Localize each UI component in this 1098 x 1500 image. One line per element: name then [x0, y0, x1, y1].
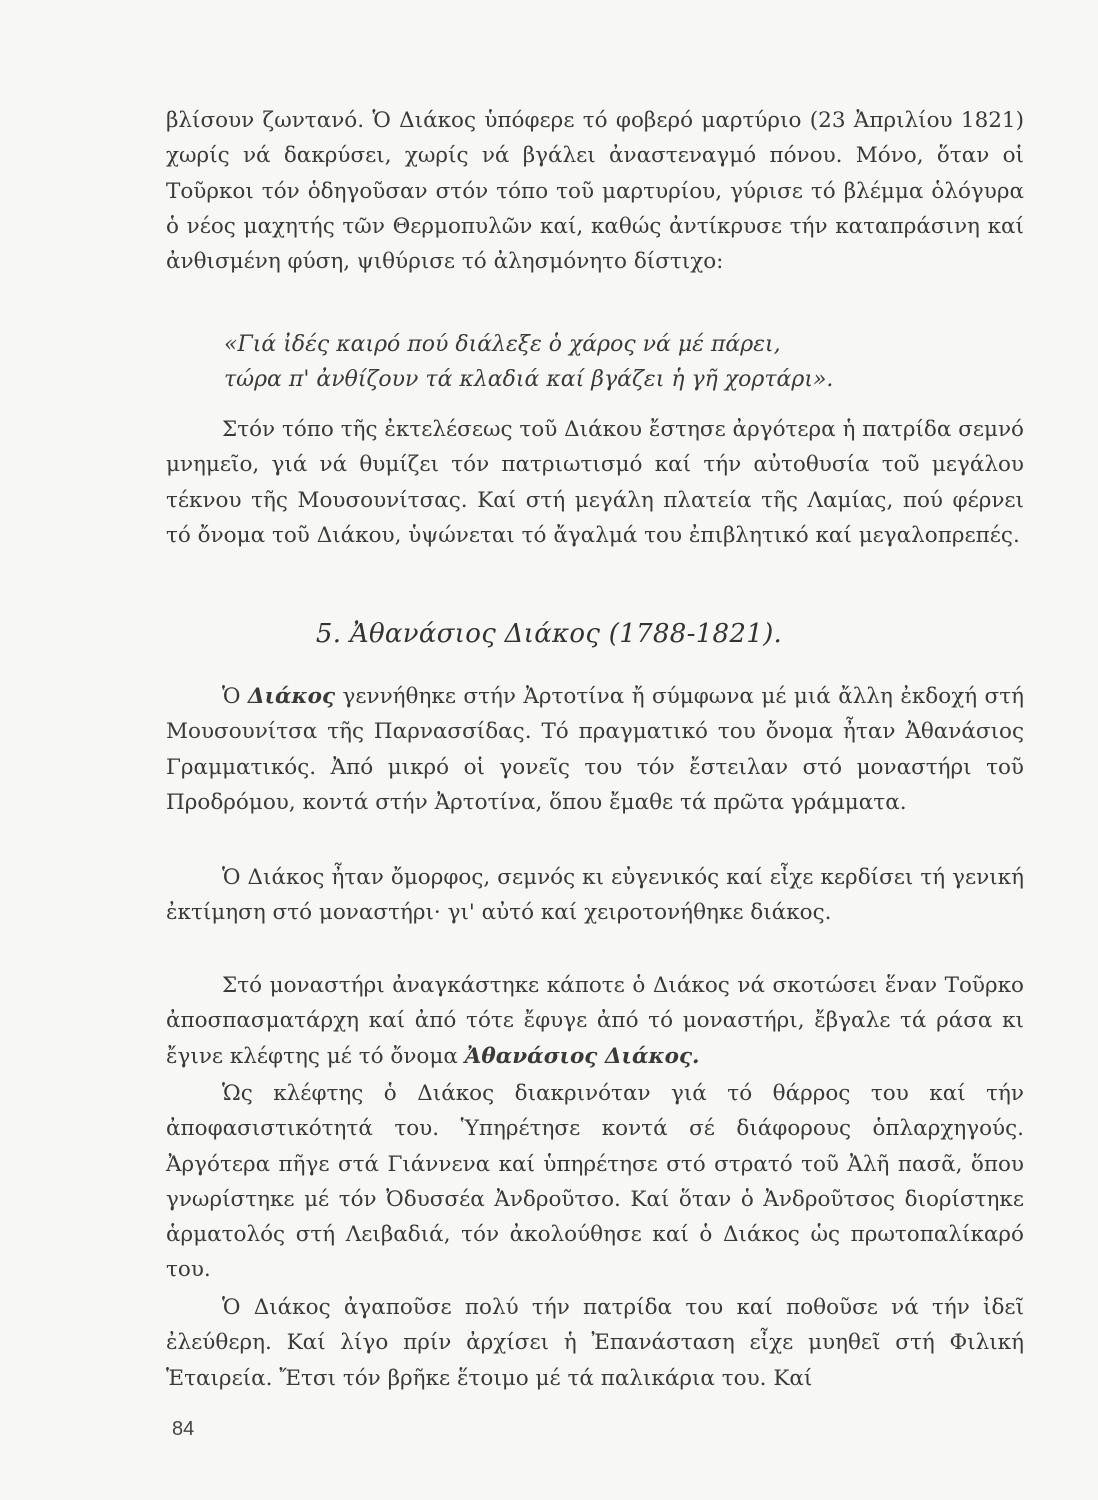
paragraph-prefix: Ὁ [222, 684, 248, 709]
couplet-line-2: τώρα π' ἀνθίζουν τά κλαδιά καί βγάζει ἡ γῆ χορτάρι». [224, 367, 834, 392]
couplet [224, 327, 833, 397]
paragraph-character [166, 860, 1024, 931]
paragraph-text: Στό μοναστήρι ἀναγκάστηκε κάποτε ὁ Διάκος νά σκοτώσει ἕναν Τοῦρκο ἀποσπασματάρχη καί ἀπό τότε ἔφυγε ἀπό τό μοναστήρι, ἔβγαλε τά ράσα κι ἔγινε κλέφτης μέ τό ὄνομα [166, 973, 1024, 1069]
paragraph-birth [166, 679, 1024, 820]
paragraph-patriotism [166, 1290, 1024, 1396]
paragraph-text: Ὁ Διάκος ἀγαποῦσε πολύ τήν πατρίδα του καί ποθοῦσε νά τήν ἰδεῖ ἐλεύθερη. Καί λίγο πρίν ἀρχίσει ἡ Ἐπανάσταση εἶχε μυηθεῖ στή Φιλική Ἑταιρεία. Ἔτσι τόν βρῆκε ἕτοιμο μέ τά παλικάρια του. Καί [166, 1295, 1024, 1391]
paragraph-text: Ὡς κλέφτης ὁ Διάκος διακρινόταν γιά τό θάρρος του καί τήν ἀποφασιστικότητά του. Ὑπηρέτησε κοντά σέ διάφορους ὁπλαρχηγούς. Ἀργότερα πῆγε στά Γιάννενα καί ὑπηρέτησε στό στρατό τοῦ Ἀλῆ πασᾶ, ὅπου γνωρίστηκε μέ τόν Ὀδυσσέα Ἀνδροῦτσο. Καί ὅταν ὁ Ἀνδροῦτσος διορίστηκε ἁρματολός στή Λειβαδιά, τόν ἀκολούθησε καί ὁ Διάκος ὡς πρωτοπαλίκαρό του. [166, 1081, 1024, 1283]
paragraph-monument [166, 412, 1024, 553]
highlighted-name: Ἀθανάσιος Διάκος. [464, 1043, 700, 1069]
paragraph-text: Στόν τόπο τῆς ἐκτελέσεως τοῦ Διάκου ἔστησε ἀργότερα ἡ πατρίδα σεμνό μνημεῖο, γιά νά θυμίζει τόν πατριωτισμό καί τήν αὐτοθυσία τοῦ μεγάλου τέκνου τῆς Μουσουνίτσας. Καί στή μεγάλη πλατεία τῆς Λαμίας, πού φέρνει τό ὄνομα τοῦ Διάκου, ὑψώνεται τό ἄγαλμά του ἐπιβλητικό καί μεγαλοπρεπές. [166, 417, 1024, 548]
paragraph-klepht [166, 968, 1024, 1074]
paragraph-text: βλίσουν ζωντανό. Ὁ Διάκος ὑπόφερε τό φοβερό μαρτύριο (23 Ἀπριλίου 1821) χωρίς νά δακρύσει, χωρίς νά βγάλει ἀναστεναγμό πόνου. Μόνο, ὅταν οἱ Τοῦρκοι τόν ὁδηγοῦσαν στόν τόπο τοῦ μαρτυρίου, γύρισε τό βλέμμα ὁλόγυρα ὁ νέος μαχητής τῶν Θερμοπυλῶν καί, καθώς ἀντίκρυσε τήν καταπράσινη καί ἀνθισμένη φύση, ψιθύρισε τό ἀλησμόνητο δίστιχο: [166, 108, 1024, 275]
paragraph-text: γεννήθηκε στήν Ἀρτοτίνα ἤ σύμφωνα μέ μιά ἄλλη ἐκδοχή στή Μουσουνίτσα τῆς Παρνασσίδας. Τό πραγματικό του ὄνομα ἦταν Ἀθανάσιος Γραμματικός. Ἀπό μικρό οἱ γονεῖς του τόν ἔστειλαν στό μοναστήρι τοῦ Προδρόμου, κοντά στήν Ἀρτοτίνα, ὅπου ἔμαθε τά πρῶτα γράμματα. [166, 684, 1024, 815]
paragraph-execution [166, 103, 1024, 279]
paragraph-text: Ὁ Διάκος ἦταν ὄμορφος, σεμνός κι εὐγενικός καί εἶχε κερδίσει τή γενική ἐκτίμηση στό μοναστήρι· γι' αὐτό καί χειροτονήθηκε διάκος. [166, 865, 1024, 926]
highlighted-name: Διάκος [247, 684, 336, 709]
paragraph-service [166, 1076, 1024, 1288]
section-heading: 5. Ἀθανάσιος Διάκος (1788-1821). [315, 619, 783, 649]
couplet-line-1: «Γιά ἰδές καιρό πού διάλεξε ὁ χάρος νά μέ πάρει, [224, 332, 781, 357]
page-number: 84 [172, 1418, 195, 1440]
